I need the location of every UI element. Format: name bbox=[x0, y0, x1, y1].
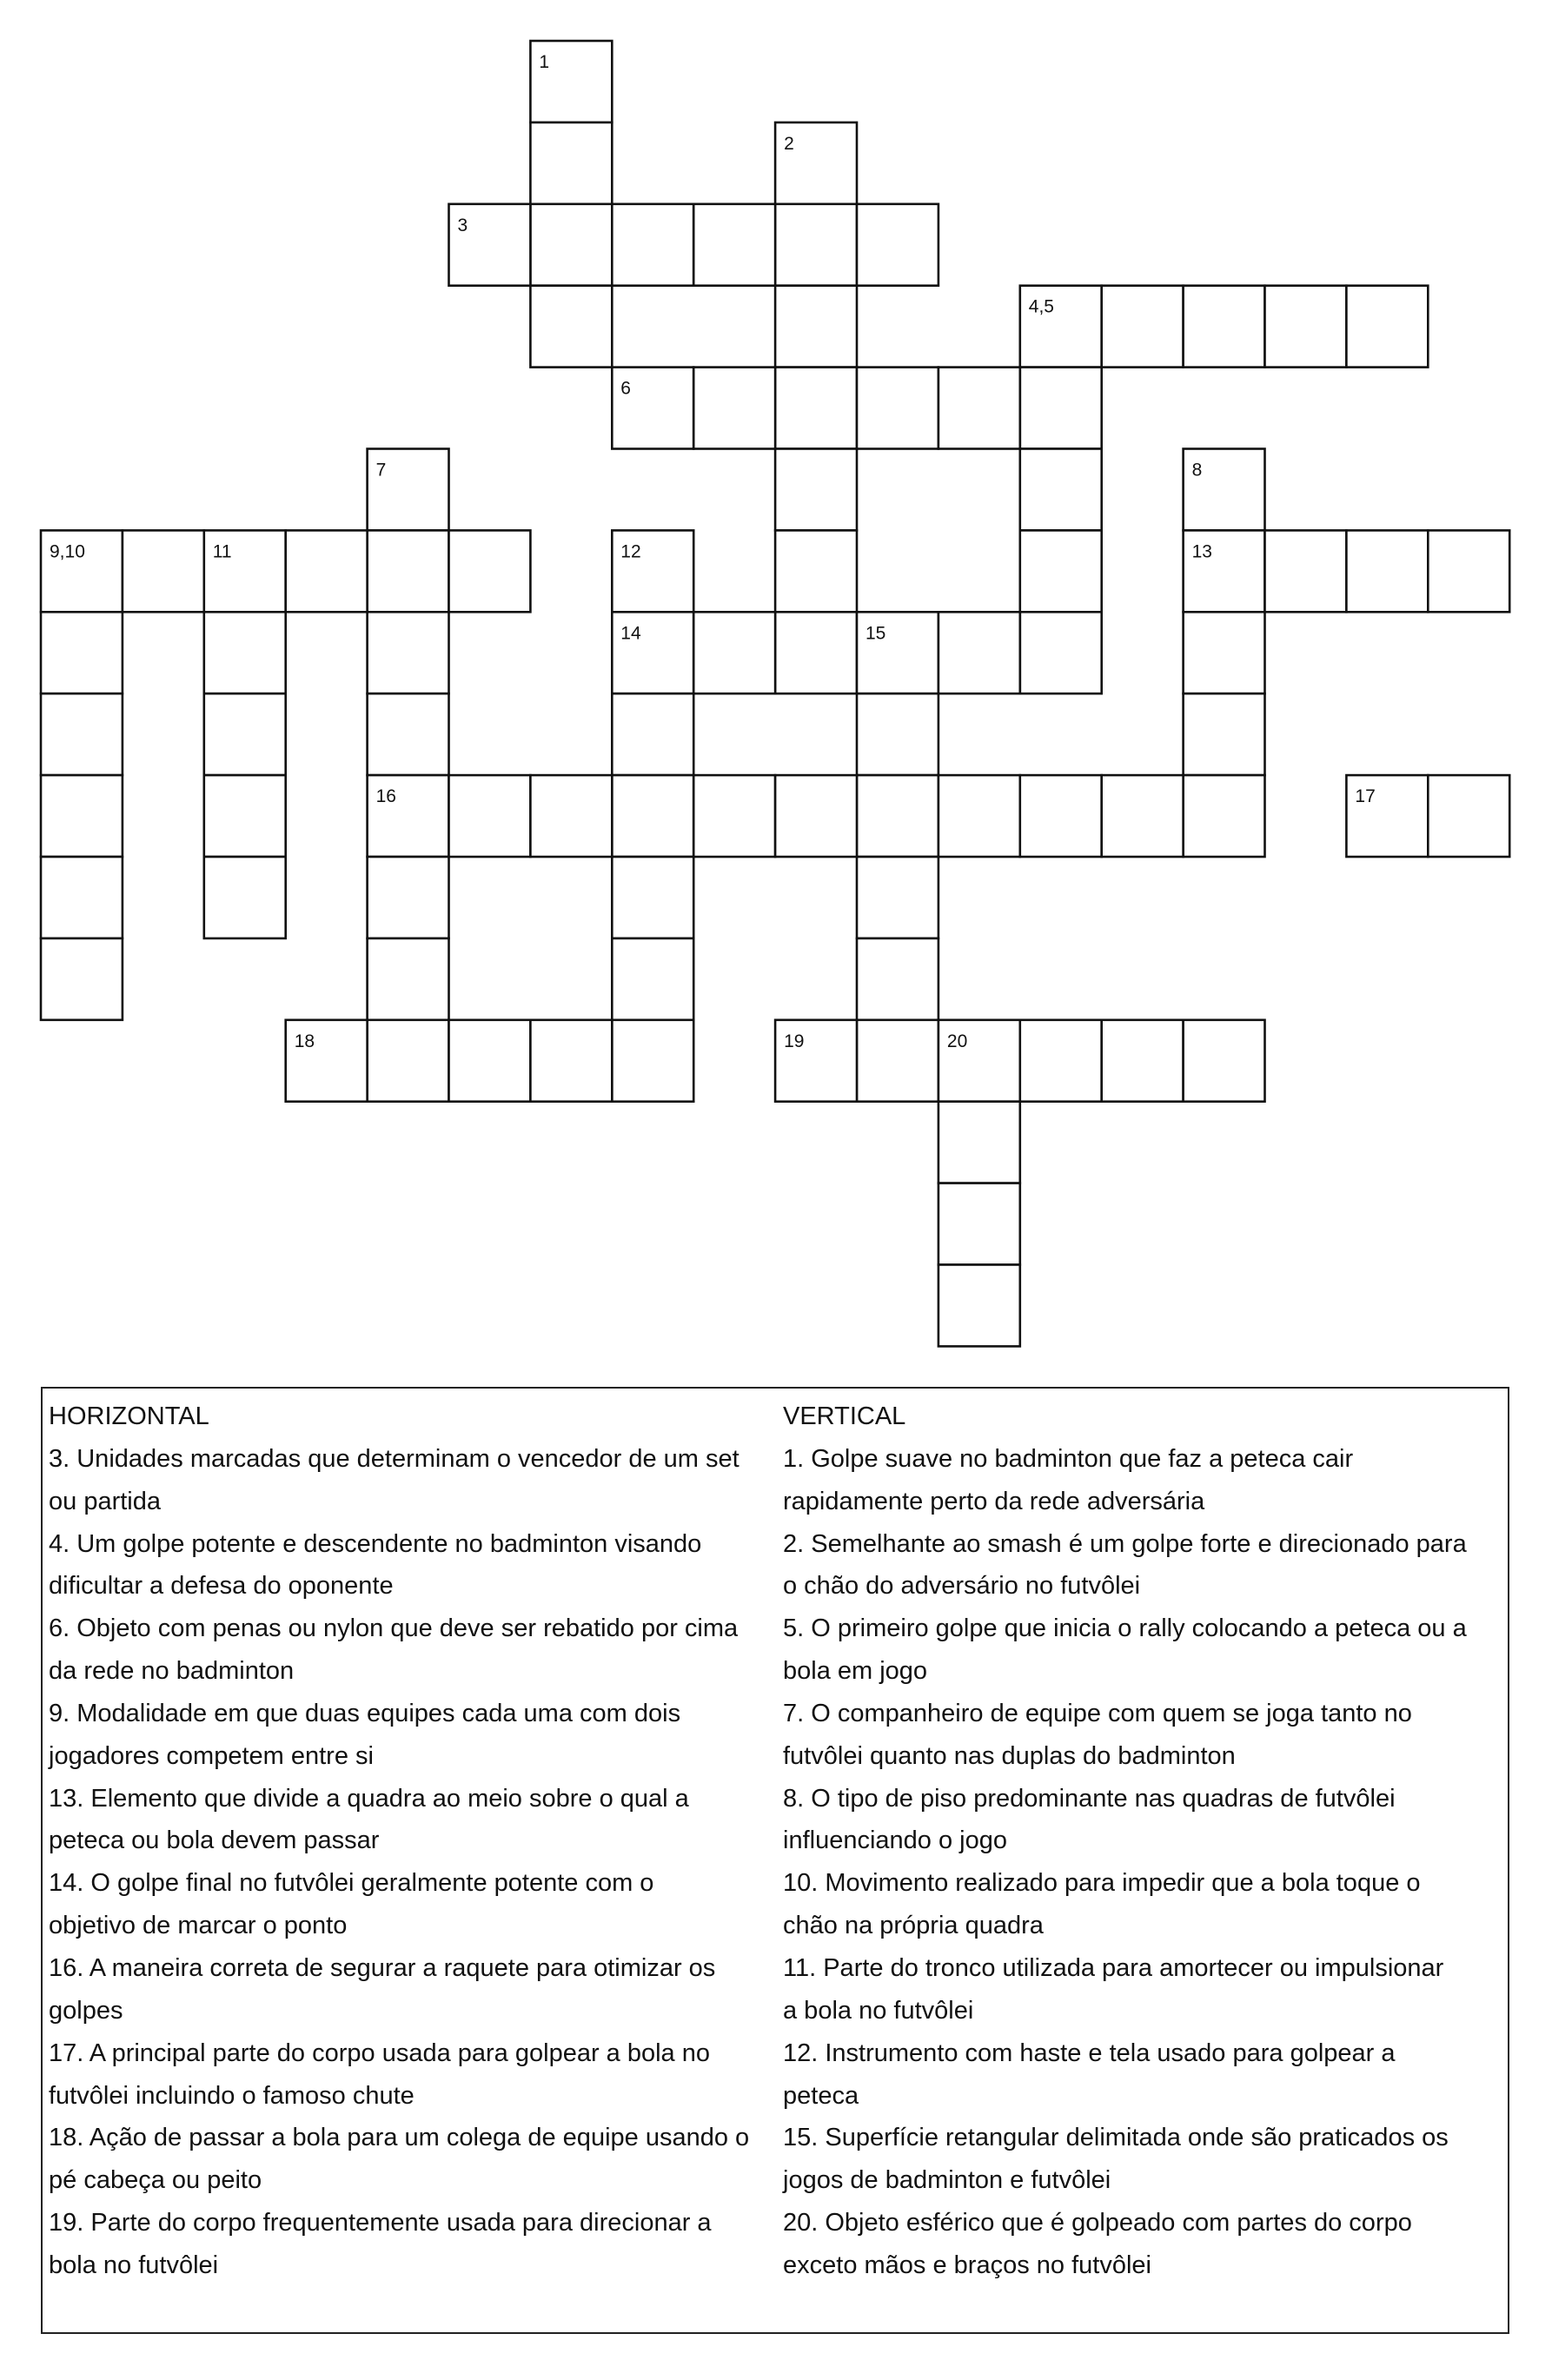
crossword-cell[interactable] bbox=[612, 775, 693, 857]
crossword-cell[interactable] bbox=[612, 938, 693, 1020]
crossword-cell[interactable] bbox=[41, 938, 123, 1020]
crossword-cell[interactable] bbox=[368, 938, 449, 1020]
crossword-cell[interactable] bbox=[204, 612, 286, 693]
clue-line: 7. O companheiro de equipe com quem se joga tanto no bbox=[783, 1699, 1412, 1727]
crossword-cell[interactable] bbox=[1346, 286, 1428, 368]
crossword-cell[interactable] bbox=[693, 612, 775, 693]
clue-number-label: 19 bbox=[784, 1031, 805, 1051]
crossword-cell[interactable] bbox=[775, 368, 857, 449]
clue-line: 1. Golpe suave no badminton que faz a peteca cair bbox=[783, 1444, 1354, 1473]
crossword-cell[interactable] bbox=[938, 775, 1020, 857]
crossword-cell[interactable] bbox=[530, 123, 612, 204]
clue-number-label: 6 bbox=[620, 378, 631, 399]
clue-line: 3. Unidades marcadas que determinam o vencedor de um set bbox=[49, 1444, 740, 1473]
clue-item bbox=[783, 2202, 1467, 2287]
clue-number-label: 8 bbox=[1191, 460, 1203, 481]
clue-item bbox=[49, 2202, 749, 2287]
crossword-cell[interactable] bbox=[775, 204, 857, 286]
clue-line: 13. Elemento que divide a quadra ao meio sobre o qual a bbox=[49, 1784, 689, 1813]
clue-line: rapidamente perto da rede adversária bbox=[783, 1487, 1205, 1515]
crossword-cell[interactable] bbox=[1102, 1020, 1184, 1102]
crossword-cell[interactable] bbox=[693, 775, 775, 857]
clue-line: dificultar a defesa do oponente bbox=[49, 1572, 394, 1601]
clue-item bbox=[783, 1778, 1467, 1863]
crossword-cell[interactable] bbox=[1020, 530, 1102, 612]
crossword-cell[interactable] bbox=[368, 1020, 449, 1102]
clue-line: ou partida bbox=[49, 1487, 161, 1515]
crossword-cell[interactable] bbox=[1020, 368, 1102, 449]
vertical-clue-list bbox=[783, 1438, 1467, 2287]
clue-item bbox=[783, 1862, 1467, 1947]
crossword-cell[interactable] bbox=[938, 368, 1020, 449]
clue-line: 4. Um golpe potente e descendente no badminton visando bbox=[49, 1529, 702, 1558]
crossword-cell[interactable] bbox=[857, 368, 938, 449]
clue-line: 20. Objeto esférico que é golpeado com partes do corpo bbox=[783, 2209, 1412, 2237]
crossword-cell[interactable] bbox=[938, 1102, 1020, 1183]
crossword-cell[interactable] bbox=[204, 693, 286, 775]
clue-line: 18. Ação de passar a bola para um colega de equipe usando o bbox=[49, 2124, 750, 2152]
clue-line: jogos de badminton e futvôlei bbox=[783, 2166, 1111, 2195]
clue-item bbox=[783, 1438, 1467, 1523]
clue-line: 15. Superfície retangular delimitada onde são praticados os bbox=[783, 2124, 1449, 2152]
clue-item bbox=[49, 1693, 749, 1778]
crossword-cell[interactable] bbox=[286, 530, 368, 612]
clue-number-label: 17 bbox=[1355, 786, 1376, 807]
clue-line: bola no futvôlei bbox=[49, 2251, 219, 2279]
crossword-cell[interactable] bbox=[1184, 775, 1265, 857]
crossword-cell[interactable] bbox=[368, 612, 449, 693]
crossword-cell[interactable] bbox=[204, 857, 286, 938]
crossword-cell[interactable] bbox=[1020, 612, 1102, 693]
horizontal-heading: HORIZONTAL bbox=[49, 1402, 209, 1430]
crossword-cell[interactable] bbox=[857, 775, 938, 857]
crossword-cell[interactable] bbox=[857, 938, 938, 1020]
crossword-cell[interactable] bbox=[938, 1183, 1020, 1265]
crossword-cell[interactable] bbox=[857, 204, 938, 286]
crossword-cell[interactable] bbox=[938, 1265, 1020, 1347]
crossword-cell[interactable] bbox=[530, 1020, 612, 1102]
crossword-cell[interactable] bbox=[1020, 1020, 1102, 1102]
clue-item bbox=[49, 1862, 749, 1947]
clue-number-label: 2 bbox=[784, 133, 794, 154]
crossword-cell[interactable] bbox=[41, 857, 123, 938]
crossword-cell[interactable] bbox=[1184, 286, 1265, 368]
clue-number-label: 15 bbox=[866, 623, 886, 644]
clue-number-label: 11 bbox=[212, 541, 232, 562]
crossword-cell[interactable] bbox=[612, 693, 693, 775]
crossword-cell[interactable] bbox=[612, 857, 693, 938]
crossword-cell[interactable] bbox=[1184, 612, 1265, 693]
clue-line: da rede no badminton bbox=[49, 1657, 295, 1686]
crossword-cell[interactable] bbox=[938, 612, 1020, 693]
clue-line: 12. Instrumento com haste e tela usado para golpear a bbox=[783, 2039, 1396, 2067]
clue-number-label: 13 bbox=[1191, 541, 1212, 562]
crossword-cell[interactable] bbox=[857, 1020, 938, 1102]
crossword-cell[interactable] bbox=[857, 857, 938, 938]
crossword-cell[interactable] bbox=[1184, 1020, 1265, 1102]
clue-line: 2. Semelhante ao smash é um golpe forte e direcionado para bbox=[783, 1529, 1467, 1558]
crossword-cell[interactable] bbox=[41, 775, 123, 857]
clue-line: jogadores competem entre si bbox=[49, 1741, 374, 1770]
crossword-cell[interactable] bbox=[1184, 693, 1265, 775]
clue-line: influenciando o jogo bbox=[783, 1826, 1007, 1855]
crossword-cell[interactable] bbox=[775, 775, 857, 857]
vertical-clues bbox=[783, 1396, 1467, 2287]
clue-item bbox=[49, 2117, 749, 2202]
crossword-cell[interactable] bbox=[368, 857, 449, 938]
crossword-cell[interactable] bbox=[775, 286, 857, 368]
clue-line: pé cabeça ou peito bbox=[49, 2166, 262, 2195]
clue-line: futvôlei quanto nas duplas do badminton bbox=[783, 1741, 1236, 1770]
crossword-cell[interactable] bbox=[1102, 286, 1184, 368]
crossword-cell[interactable] bbox=[693, 204, 775, 286]
clue-line: 14. O golpe final no futvôlei geralmente potente com o bbox=[49, 1869, 654, 1898]
clue-item bbox=[783, 1523, 1467, 1608]
crossword-cell[interactable] bbox=[530, 775, 612, 857]
clue-number-label: 9,10 bbox=[50, 541, 85, 562]
horizontal-clue-list bbox=[49, 1438, 749, 2287]
clue-line: futvôlei incluindo o famoso chute bbox=[49, 2081, 415, 2110]
crossword-cell[interactable] bbox=[449, 530, 531, 612]
crossword-cell[interactable] bbox=[857, 693, 938, 775]
clue-item bbox=[49, 1778, 749, 1863]
clues-box bbox=[41, 1387, 1509, 2334]
crossword-cell[interactable] bbox=[1428, 530, 1509, 612]
clue-line: golpes bbox=[49, 1996, 123, 2025]
clue-line: a bola no futvôlei bbox=[783, 1996, 974, 2025]
clue-item bbox=[783, 1693, 1467, 1778]
clue-line: 16. A maneira correta de segurar a raquete para otimizar os bbox=[49, 1953, 716, 1982]
clue-number-label: 14 bbox=[620, 623, 641, 644]
crossword-cell[interactable] bbox=[612, 204, 693, 286]
crossword-cell[interactable] bbox=[775, 449, 857, 531]
clue-line: 10. Movimento realizado para impedir que a bola toque o bbox=[783, 1869, 1421, 1898]
crossword-cell[interactable] bbox=[1020, 775, 1102, 857]
clue-line: 5. O primeiro golpe que inicia o rally colocando a peteca ou a bbox=[783, 1614, 1467, 1643]
crossword-cell[interactable] bbox=[775, 530, 857, 612]
clue-line: 19. Parte do corpo frequentemente usada para direcionar a bbox=[49, 2209, 712, 2237]
clue-number-label: 20 bbox=[946, 1031, 968, 1051]
clue-item bbox=[49, 1608, 749, 1693]
horizontal-clues bbox=[49, 1396, 749, 2287]
clue-item bbox=[49, 1438, 749, 1523]
clue-item bbox=[49, 1523, 749, 1608]
clue-item bbox=[783, 2032, 1467, 2118]
crossword-cell[interactable] bbox=[612, 1020, 693, 1102]
clue-number-label: 16 bbox=[375, 786, 396, 807]
clue-line: bola em jogo bbox=[783, 1657, 928, 1686]
clue-line: 11. Parte do tronco utilizada para amortecer ou impulsionar bbox=[783, 1953, 1444, 1982]
clue-item bbox=[49, 1947, 749, 2032]
crossword-cell[interactable] bbox=[1265, 286, 1347, 368]
crossword-cell[interactable] bbox=[530, 204, 612, 286]
clue-number-label: 12 bbox=[620, 541, 641, 562]
vertical-heading: VERTICAL bbox=[783, 1402, 906, 1430]
crossword-cell[interactable] bbox=[1428, 775, 1509, 857]
clue-line: peteca ou bola devem passar bbox=[49, 1826, 380, 1855]
clue-item bbox=[783, 2117, 1467, 2202]
crossword-cell[interactable] bbox=[1020, 449, 1102, 531]
crossword-cell[interactable] bbox=[449, 1020, 531, 1102]
clue-line: objetivo de marcar o ponto bbox=[49, 1912, 348, 1940]
crossword-cell[interactable] bbox=[368, 693, 449, 775]
crossword-cell[interactable] bbox=[368, 530, 449, 612]
crossword-cell[interactable] bbox=[1346, 530, 1428, 612]
clue-line: exceto mãos e braços no futvôlei bbox=[783, 2251, 1151, 2279]
clue-number-label: 1 bbox=[539, 52, 550, 72]
clue-line: 6. Objeto com penas ou nylon que deve ser rebatido por cima bbox=[49, 1614, 739, 1643]
crossword-cell[interactable] bbox=[1102, 775, 1184, 857]
crossword-cell[interactable] bbox=[530, 286, 612, 368]
crossword-cell[interactable] bbox=[41, 693, 123, 775]
clue-number-label: 3 bbox=[457, 215, 468, 235]
clue-number-label: 7 bbox=[375, 460, 387, 481]
crossword-cell[interactable] bbox=[1265, 530, 1347, 612]
crossword-cell[interactable] bbox=[775, 612, 857, 693]
clue-number-label: 18 bbox=[294, 1031, 315, 1051]
crossword-cell[interactable] bbox=[693, 368, 775, 449]
clue-line: o chão do adversário no futvôlei bbox=[783, 1572, 1141, 1601]
clue-number-label: 4,5 bbox=[1028, 296, 1055, 317]
clue-line: chão na própria quadra bbox=[783, 1912, 1044, 1940]
crossword-cell[interactable] bbox=[204, 775, 286, 857]
clue-line: 9. Modalidade em que duas equipes cada uma com dois bbox=[49, 1699, 681, 1727]
crossword-cell[interactable] bbox=[449, 775, 531, 857]
crossword-cell[interactable] bbox=[123, 530, 204, 612]
clue-line: 8. O tipo de piso predominante nas quadras de futvôlei bbox=[783, 1784, 1396, 1813]
clue-item bbox=[783, 1947, 1467, 2032]
crossword-cell[interactable] bbox=[41, 612, 123, 693]
clue-item bbox=[49, 2032, 749, 2118]
clue-line: 17. A principal parte do corpo usada para golpear a bola no bbox=[49, 2039, 710, 2067]
clue-line: peteca bbox=[783, 2081, 859, 2110]
clue-item bbox=[783, 1608, 1467, 1693]
